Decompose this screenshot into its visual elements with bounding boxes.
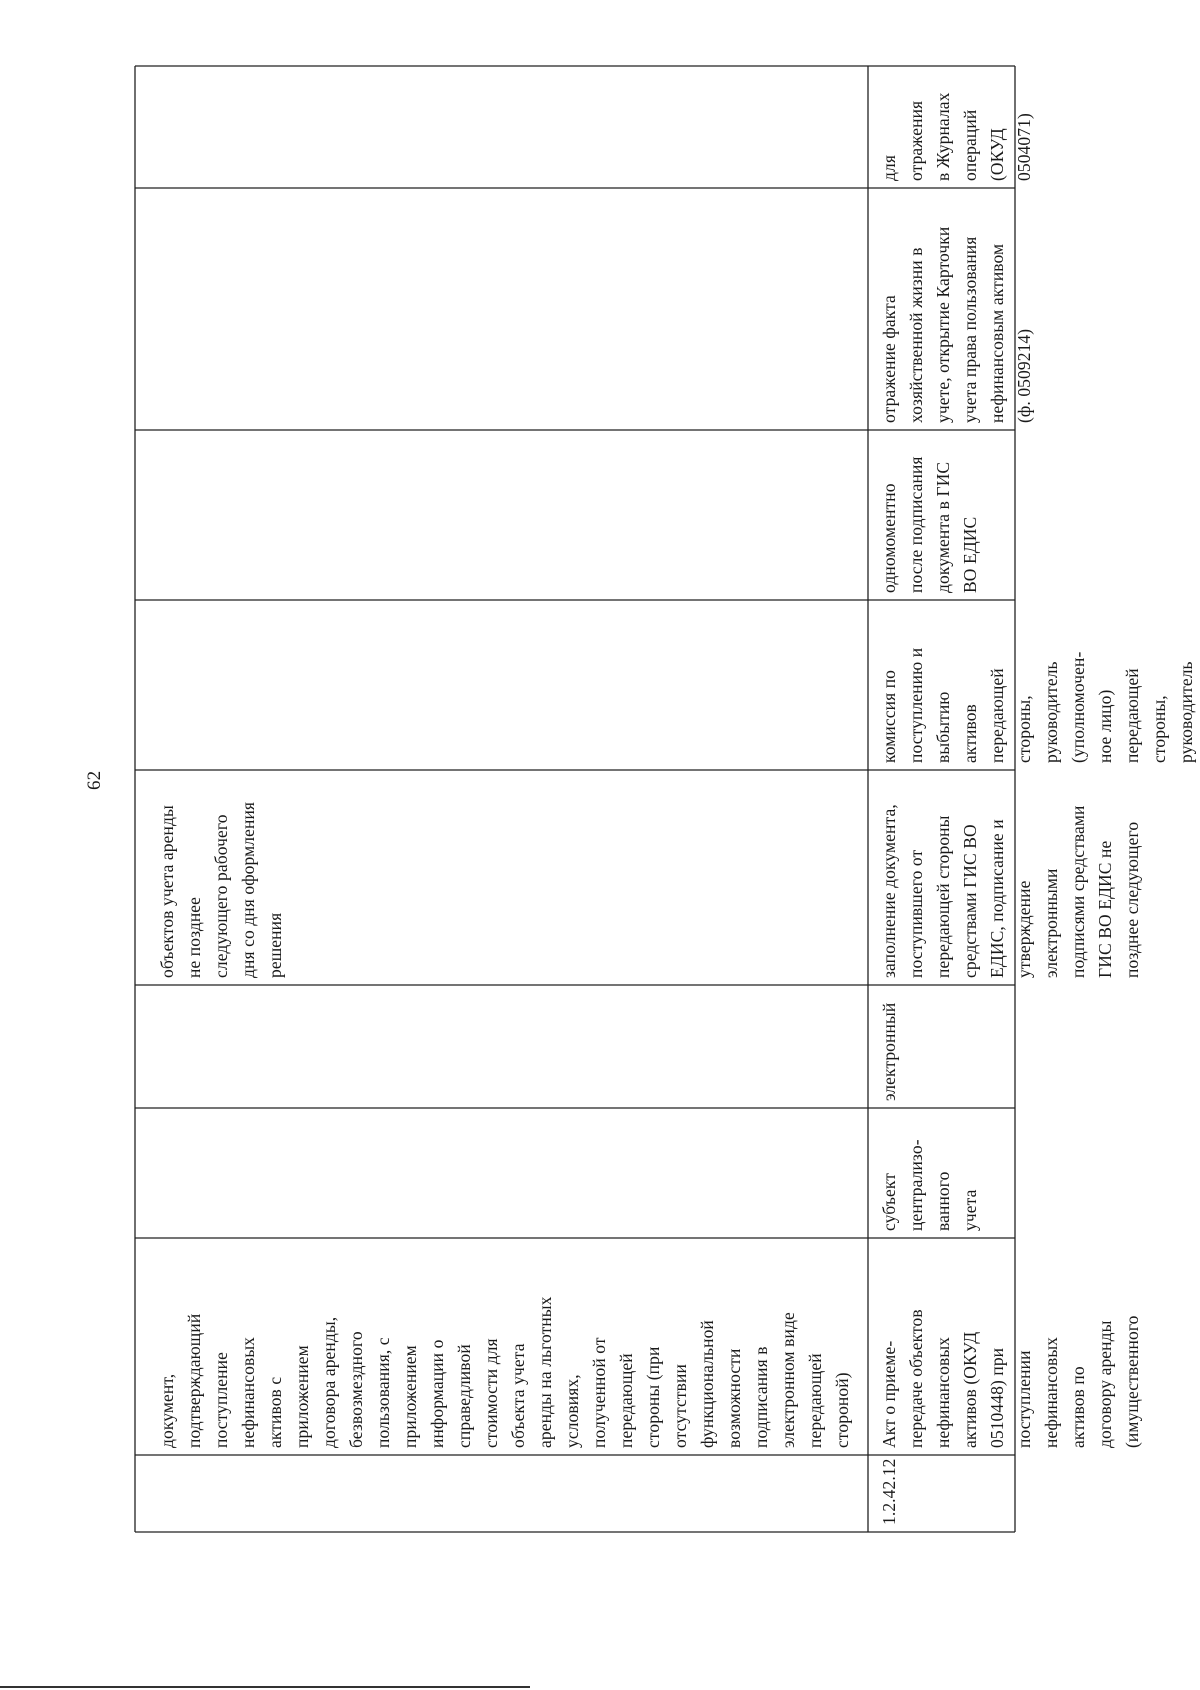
format-cell: электронный — [879, 1002, 899, 1101]
bottom-scan-rule — [0, 1686, 530, 1688]
row-code-cell: 1.2.42.12 — [879, 1458, 899, 1525]
prev-deadline-cell: объектов учета аренды не позднее следующего рабочего дня со дня оформления решения — [157, 801, 285, 978]
procedure-cell: заполнение документа, поступившего от передающей стороны средствами ГИС ВО ЕДИС, подписание и утверждение электронными подписями средствами ГИС ВО ЕДИС не позднее следующего — [879, 804, 1142, 978]
timing-cell: одномоментно после подписания документа в ГИС ВО ЕДИС — [879, 456, 980, 593]
responsible-cell: субъект централизо- ванного учета — [879, 1139, 980, 1231]
prev-document-name-cell: документ, подтверждающий поступление нефинансовых активов с приложением договора аренды, безвозмездного пользования, с приложением информации о справедливой стоимости для объекта учета аренды на льготных условиях, полученной от передающей стороны (при отсутствии функциональной возможности подписания в электронном виде передающей стороной) — [157, 1296, 852, 1448]
purpose-cell: отражение факта хозяйственной жизни в учете, открытие Карточки учета права пользования нефинансовым активом (ф. 0509214) — [879, 226, 1034, 423]
page-number: 62 — [84, 770, 105, 790]
registers-cell: для отражения в Журналах операций (ОКУД 0504071) — [879, 92, 1034, 181]
signatories-cell: комиссия по поступлению и выбытию активов передающей стороны, руководитель (уполномочен- ное лицо) передающей стороны, руководитель — [879, 647, 1196, 763]
document-name-cell: Акт о приеме- передаче объектов нефинансовых активов (ОКУД 0510448) при поступлении нефинансовых активов по договору аренды (имущественного — [879, 1309, 1142, 1448]
